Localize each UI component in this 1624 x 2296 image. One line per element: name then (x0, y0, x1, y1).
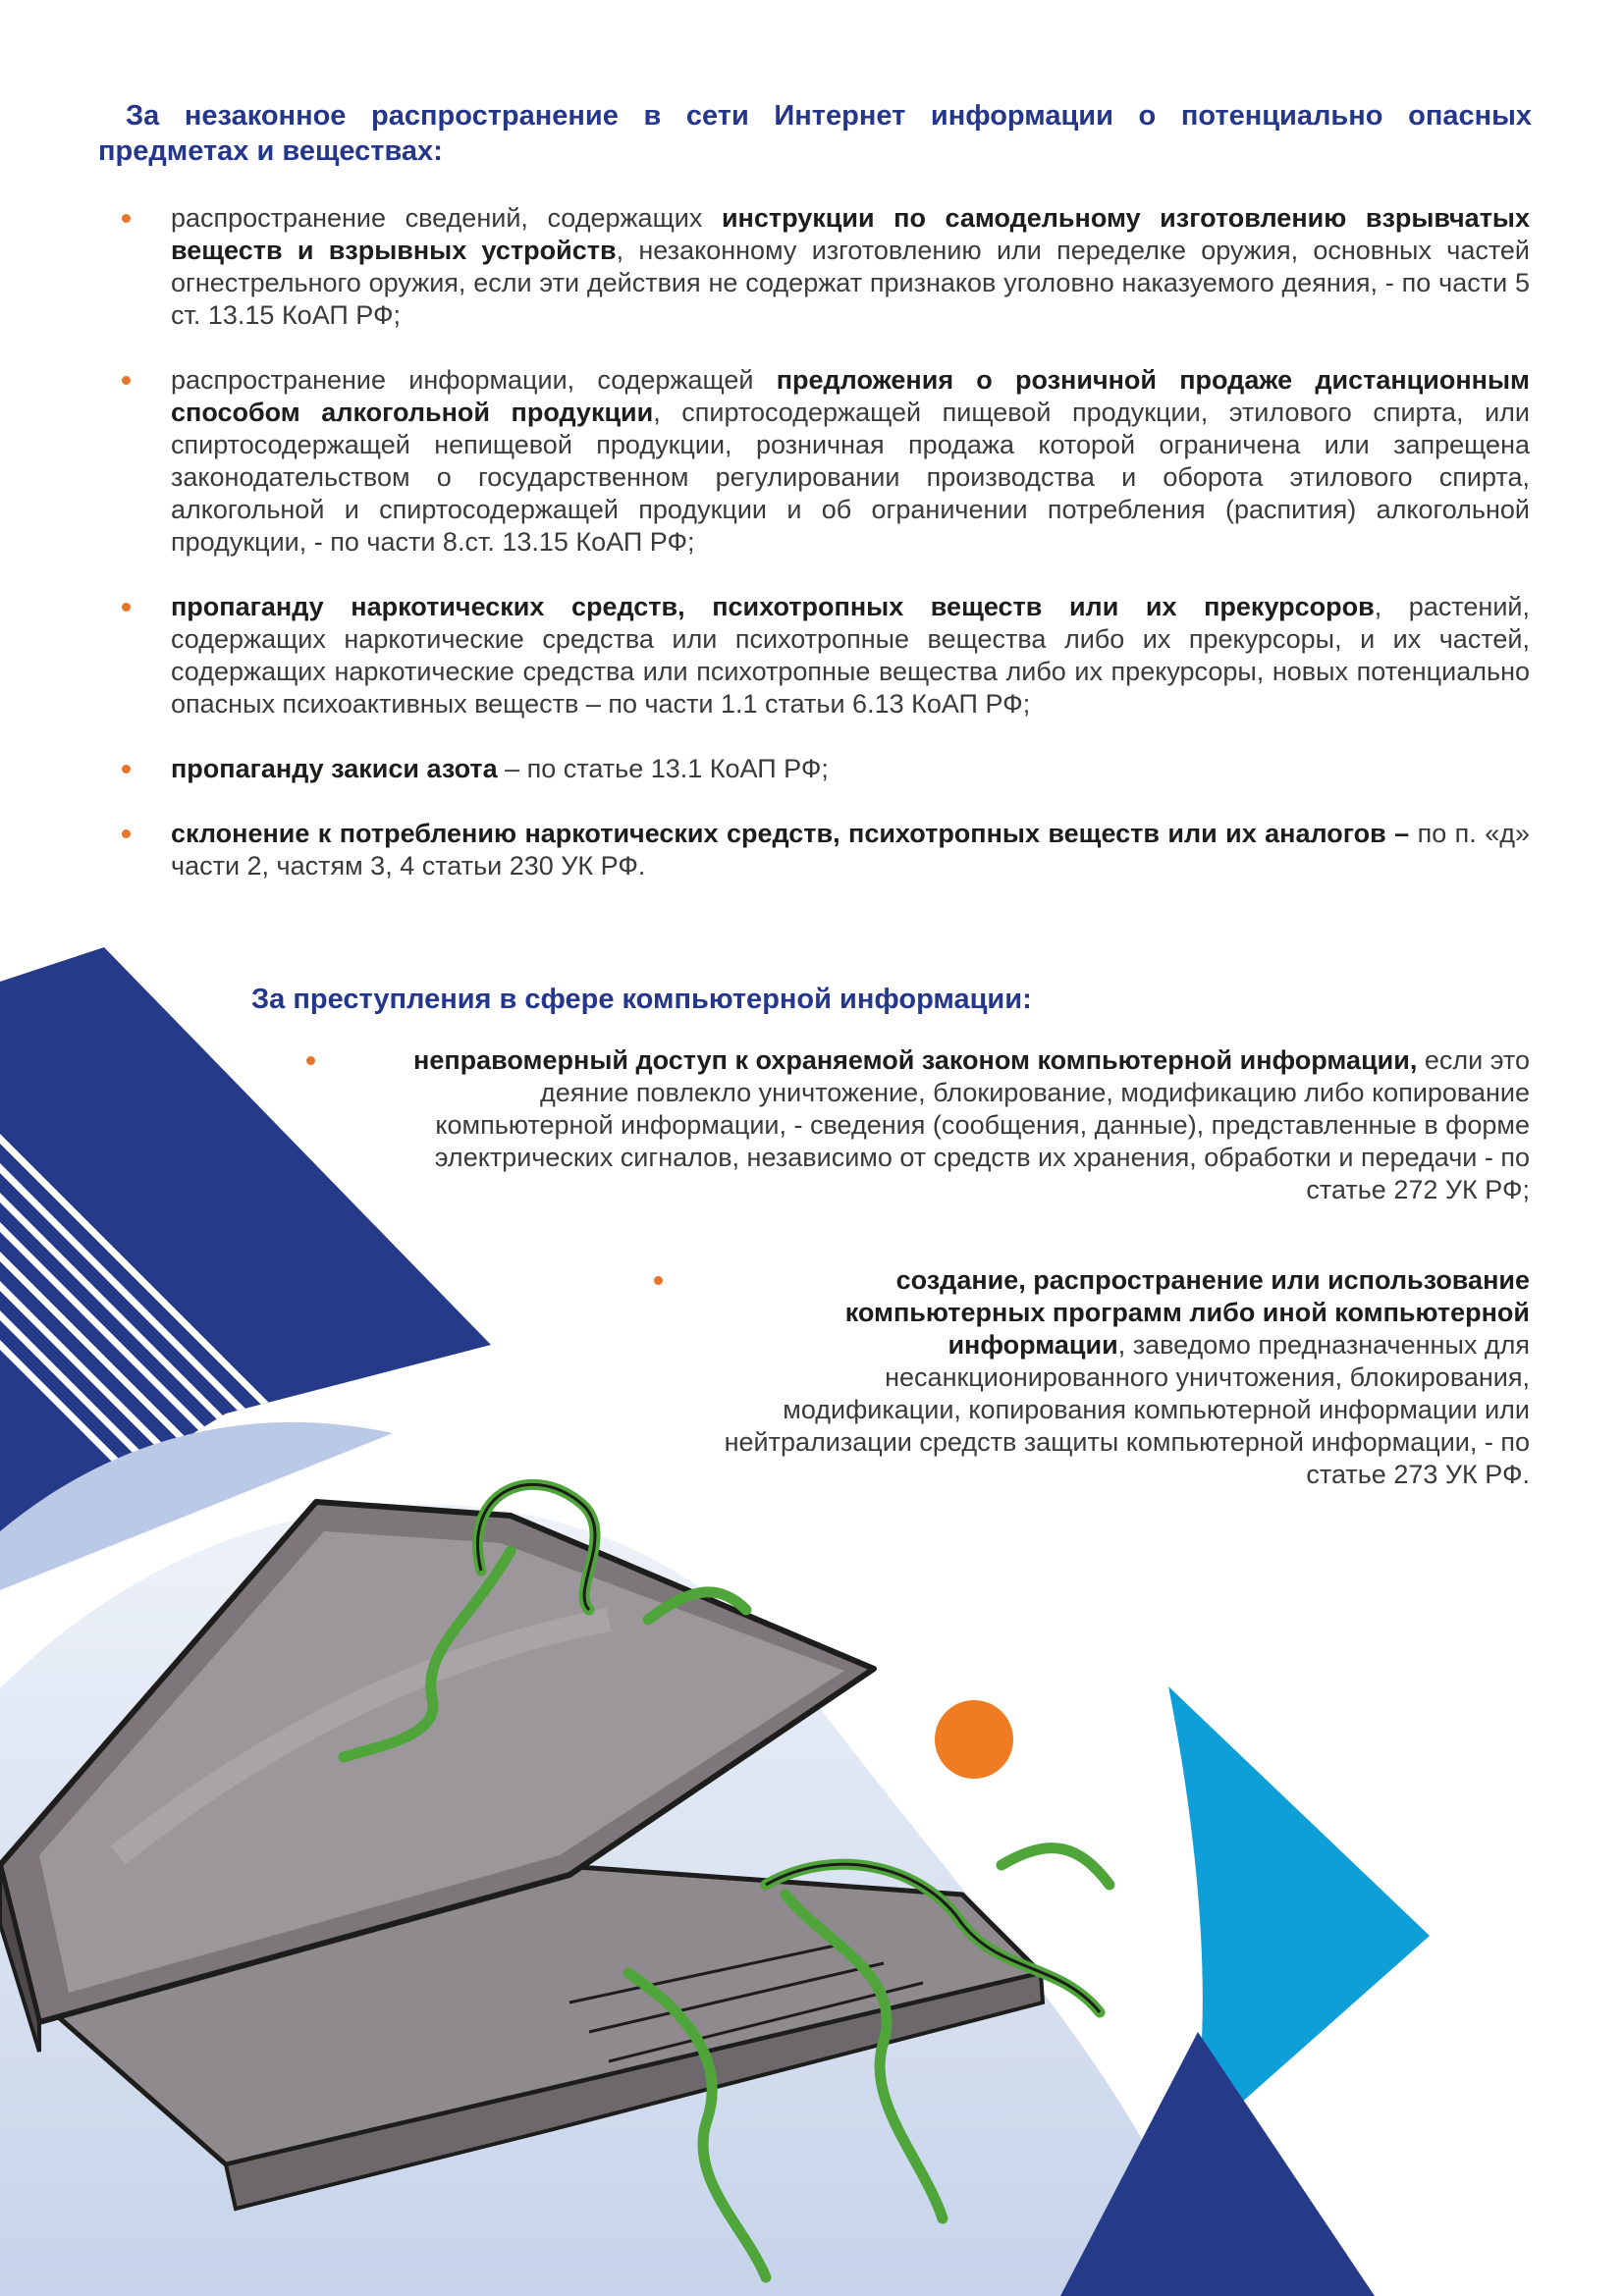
bullet-icon (122, 603, 131, 612)
item-text-bold: склонение к потреблению наркотических средств, психотропных веществ или их аналогов – (171, 819, 1410, 848)
item-text-bold: предложения о розничной продаже дистанционным способом алкогольной продукции (171, 365, 1530, 427)
list-item (171, 591, 1530, 721)
list-item (171, 753, 1530, 785)
orange-circle (935, 1700, 1013, 1779)
item-text-bold: неправомерный доступ к охраняемой законом компьютерной информации, (413, 1045, 1418, 1075)
item-text-bold: инструкции по самодельному изготовлению взрывчатых веществ и взрывных устройств (171, 203, 1530, 265)
item-text-post: , растений, содержащих наркотические средства или психотропные вещества либо их прекурсоры, и их частей, содержащих наркотические средства или психотропные вещества либо их прекурсоры, новых потенциально опасных психоактивных веществ – по части 1.1 статьи 6.13 КоАП РФ; (171, 592, 1530, 719)
bullet-icon (654, 1276, 663, 1285)
item-text-bold: пропаганду закиси азота (171, 754, 498, 783)
item-text-post: если это деяние повлекло уничтожение, блокирование, модификацию либо копирование компьютерной информации, - сведения (сообщения, данные), представленные в форме электрических сигналов, независимо от средств их хранения, обработки и передачи - по статье 272 УК РФ; (434, 1045, 1530, 1204)
item-text-post: , спиртосодержащей пищевой продукции, этилового спирта, или спиртосодержащей непищевой продукции, розничная продажа которой ограничена или запрещена законодательством о государственном регулировании производства и оборота этилового спирта, алкогольной и спиртосодержащей продукции и об ограничении потребления (распития) алкогольной продукции, - по части 8.ст. 13.15 КоАП РФ; (171, 398, 1530, 557)
list-item (171, 202, 1530, 332)
computer-crimes-list-2 (703, 1264, 1530, 1491)
bullet-icon (306, 1056, 315, 1065)
list-item (171, 364, 1530, 559)
section-heading-dangerous-info: За незаконное распространение в сети Интернет информации о потенциально опасных предметах и веществах: (98, 100, 1532, 167)
item-text-pre: распространение сведений, содержащих (171, 203, 722, 233)
item-text-post: – по статье 13.1 КоАП РФ; (497, 754, 829, 783)
section-heading-computer-crimes: За преступления в сфере компьютерной информации: (251, 984, 1032, 1015)
dangerous-info-list (171, 202, 1530, 882)
item-text-bold: создание, распространение или использование компьютерных программ либо иной компьютерной информации (844, 1265, 1530, 1360)
bullet-icon (122, 376, 131, 385)
list-item (355, 1044, 1530, 1206)
item-text-post: , незаконному изготовлению или переделке оружия, основных частей огнестрельного оружия, если эти действия не содержат признаков уголовно наказуемого деяния, - по части 5 ст. 13.15 КоАП РФ; (171, 236, 1530, 330)
list-item (171, 818, 1530, 882)
item-text-post: , заведомо предназначенных для несанкционированного уничтожения, блокирования, модификации, копирования компьютерной информации или нейтрализации средств защиты компьютерной информации, - по статье 273 УК РФ. (724, 1330, 1530, 1489)
item-text-pre: распространение информации, содержащей (171, 365, 777, 395)
item-text-post: по п. «д» части 2, частям 3, 4 статьи 230 УК РФ. (171, 819, 1530, 881)
bullet-icon (122, 765, 131, 774)
bullet-icon (122, 829, 131, 838)
item-text-bold: пропаганду наркотических средств, психотропных веществ или их прекурсоров (171, 592, 1375, 621)
bullet-icon (122, 214, 131, 223)
list-item (703, 1264, 1530, 1491)
computer-crimes-list-1 (355, 1044, 1530, 1206)
